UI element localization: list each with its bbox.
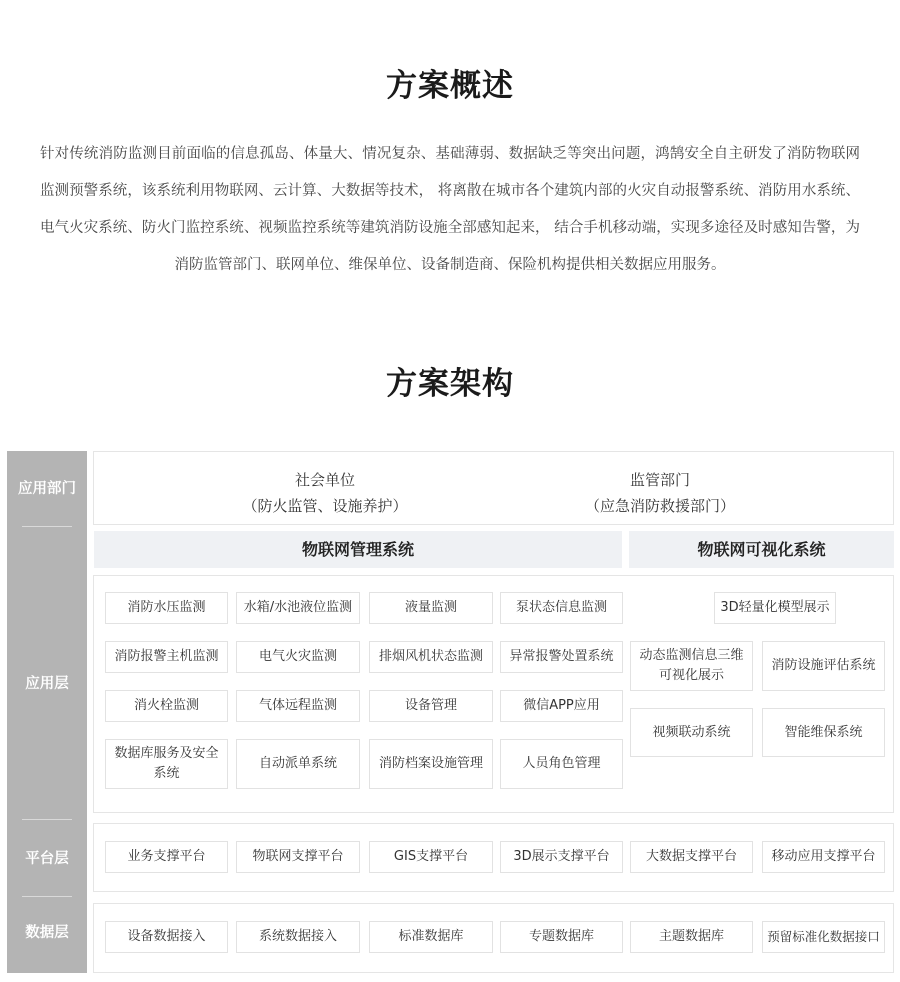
module-box[interactable]: 自动派单系统 <box>236 739 360 789</box>
overview-title: 方案概述 <box>386 68 514 104</box>
module-box[interactable]: 液量监测 <box>369 592 493 624</box>
platform-box[interactable]: 物联网支撑平台 <box>236 841 360 873</box>
data-box[interactable]: 设备数据接入 <box>105 921 228 953</box>
layer-divider <box>22 526 72 527</box>
department-regulator <box>540 467 780 519</box>
module-box[interactable]: 消防报警主机监测 <box>105 641 228 673</box>
module-box[interactable]: 人员角色管理 <box>500 739 623 789</box>
module-box[interactable]: 水箱/水池液位监测 <box>236 592 360 624</box>
module-box[interactable]: 气体远程监测 <box>236 690 360 722</box>
visual-module-box[interactable]: 智能维保系统 <box>762 708 885 757</box>
architecture-title: 方案架构 <box>386 366 514 402</box>
platform-box[interactable]: 3D展示支撑平台 <box>500 841 623 873</box>
iot-management-header: 物联网管理系统 <box>94 531 622 568</box>
platform-box[interactable]: 移动应用支撑平台 <box>762 841 885 873</box>
visual-module-box[interactable]: 消防设施评估系统 <box>762 641 885 691</box>
visual-module-box[interactable]: 视频联动系统 <box>630 708 753 757</box>
module-box[interactable]: 微信APP应用 <box>500 690 623 722</box>
department-name: 社会单位 <box>294 471 355 489</box>
overview-paragraph: 针对传统消防监测目前面临的信息孤岛、体量大、情况复杂、基础薄弱、数据缺乏等突出问题，鸿鹄安全自主研发了消防物联网监测预警系统，该系统利用物联网、云计算、大数据等技术， 将离散在城市各个建筑内部的火灾自动报警系统、消防用水系统、电气火灾系统、防火门监控系统、视频监控系统等建筑消防设施全部感知起来， 结合手机移动端，实现多途径及时感知告警，为消防监管部门、联网单位、维保单位、设备制造商、保险机构提供相关数据应用服务。 <box>40 146 860 273</box>
data-box[interactable]: 标准数据库 <box>369 921 493 953</box>
data-box[interactable]: 系统数据接入 <box>236 921 360 953</box>
module-box[interactable]: 泵状态信息监测 <box>500 592 623 624</box>
department-note: （应急消防救援部门） <box>584 497 735 515</box>
platform-box[interactable]: 大数据支撑平台 <box>630 841 753 873</box>
department-name: 监管部门 <box>629 471 690 489</box>
platform-box[interactable]: GIS支撑平台 <box>369 841 493 873</box>
data-box[interactable]: 预留标准化数据接口 <box>762 921 885 953</box>
layer-divider <box>22 819 72 820</box>
layer-label-platform: 平台层 <box>25 851 69 867</box>
layer-label-app-dept: 应用部门 <box>18 481 76 497</box>
module-box[interactable]: 异常报警处置系统 <box>500 641 623 673</box>
data-box[interactable]: 专题数据库 <box>500 921 623 953</box>
visual-module-box[interactable]: 3D轻量化模型展示 <box>714 592 836 624</box>
data-box[interactable]: 主题数据库 <box>630 921 753 953</box>
module-box[interactable]: 数据库服务及安全系统 <box>105 739 228 789</box>
module-box[interactable]: 消火栓监测 <box>105 690 228 722</box>
platform-box[interactable]: 业务支撑平台 <box>105 841 228 873</box>
layer-label-data: 数据层 <box>25 925 69 941</box>
module-box[interactable]: 消防档案设施管理 <box>369 739 493 789</box>
module-box[interactable]: 电气火灾监测 <box>236 641 360 673</box>
module-box[interactable]: 排烟风机状态监测 <box>369 641 493 673</box>
iot-visualization-header: 物联网可视化系统 <box>629 531 894 568</box>
module-box[interactable]: 消防水压监测 <box>105 592 228 624</box>
visual-module-box[interactable]: 动态监测信息三维可视化展示 <box>630 641 753 691</box>
layer-label-app: 应用层 <box>25 676 69 692</box>
department-note: （防火监管、设施养护） <box>242 497 408 515</box>
layer-divider <box>22 896 72 897</box>
department-social <box>205 467 445 519</box>
layer-sidebar <box>7 451 87 973</box>
module-box[interactable]: 设备管理 <box>369 690 493 722</box>
